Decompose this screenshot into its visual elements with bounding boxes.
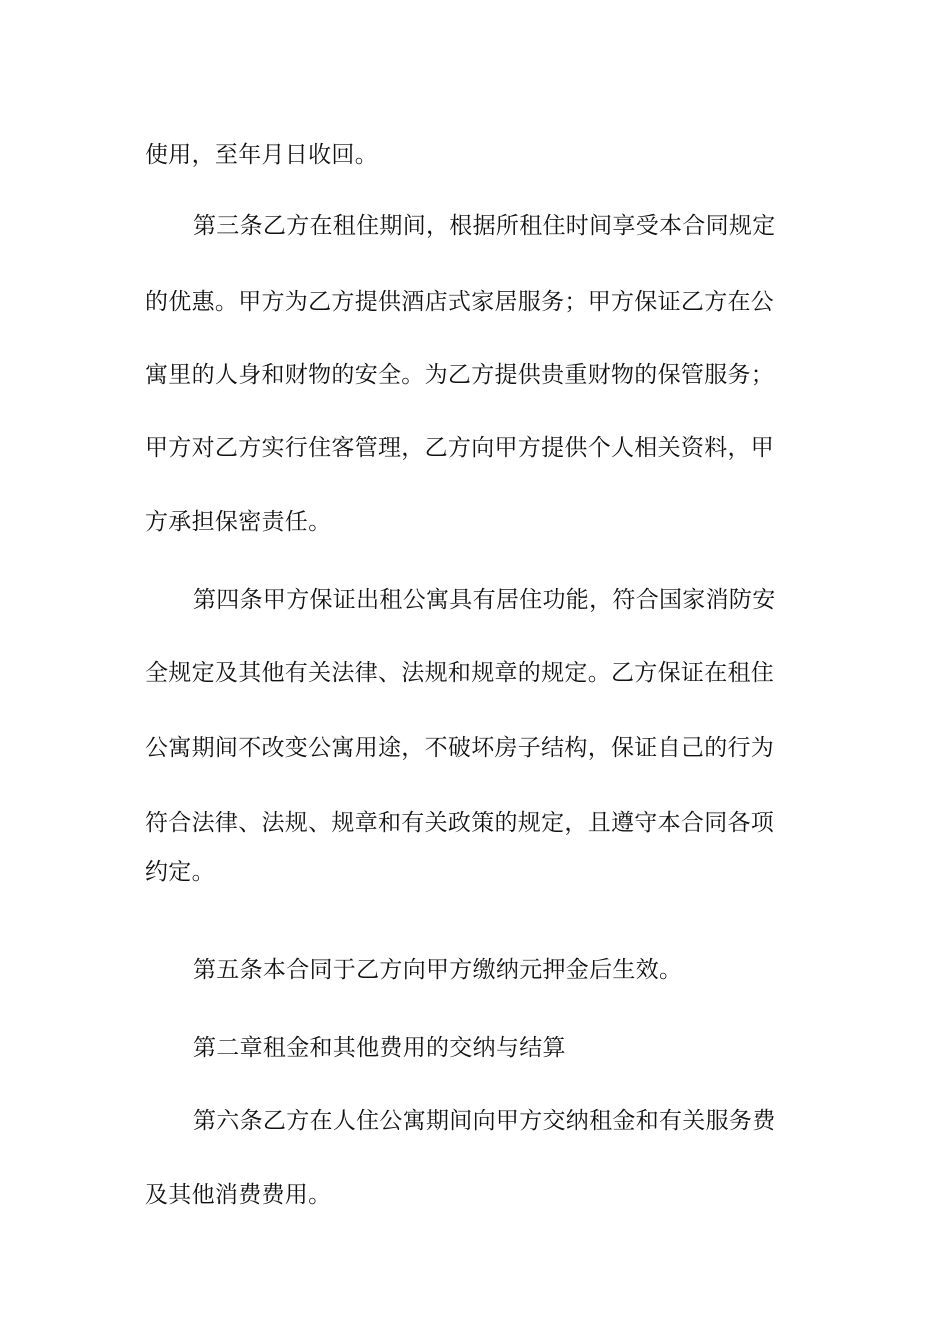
chapter-2-heading: 第二章租金和其他费用的交纳与结算 [193,1035,566,1061]
article-3-line-2: 的优惠。甲方为乙方提供酒店式家居服务；甲方保证乙方在公 [145,289,775,315]
article-4-line-4: 符合法律、法规、规章和有关政策的规定，且遵守本合同各项 [145,810,775,836]
article-6-line-1: 第六条乙方在人住公寓期间向甲方交纳租金和有关服务费 [193,1108,776,1134]
article-3-line-4: 甲方对乙方实行住客管理，乙方向甲方提供个人相关资料，甲 [145,435,775,461]
article-6-line-2: 及其他消费费用。 [145,1182,332,1208]
article-5-line-1: 第五条本合同于乙方向甲方缴纳元押金后生效。 [193,957,683,983]
article-3-line-1: 第三条乙方在租住期间，根据所租住时间享受本合同规定 [193,213,776,239]
article-3-line-3: 寓里的人身和财物的安全。为乙方提供贵重财物的保管服务； [145,362,775,388]
article-3-line-5: 方承担保密责任。 [145,509,332,535]
article-4-line-2: 全规定及其他有关法律、法规和规章的规定。乙方保证在租住 [145,660,775,686]
paragraph-1-line-1: 使用，至年月日收回。 [145,142,378,168]
article-4-line-1: 第四条甲方保证出租公寓具有居住功能，符合国家消防安 [193,587,776,613]
article-4-line-3: 公寓期间不改变公寓用途，不破坏房子结构，保证自己的行为 [145,735,775,761]
article-4-line-5: 约定。 [145,859,215,885]
